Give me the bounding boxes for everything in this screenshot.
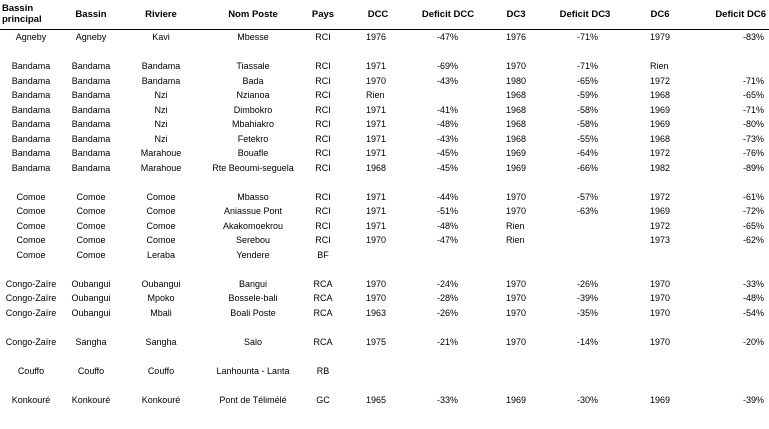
table-cell-pays: RCA bbox=[313, 336, 333, 347]
table-cell-dc3: 1968 bbox=[506, 133, 527, 144]
header-bassin-principal: Bassin principal bbox=[2, 3, 42, 25]
table-cell-dc3: 1969 bbox=[506, 148, 527, 158]
table-cell-bassin: Oubangui bbox=[71, 293, 111, 303]
table-cell-dcc: 1970 bbox=[366, 293, 387, 303]
table-cell-dcc: 1971 bbox=[366, 148, 387, 158]
table-cell-nom-poste: Serebou bbox=[235, 235, 271, 245]
table-cell-dcc: 1970 bbox=[366, 278, 387, 289]
table-cell-dc3: 1968 bbox=[506, 90, 527, 100]
table-cell-pays: RCI bbox=[315, 133, 331, 144]
table-cell-bassin-principal: Congo-Zaïre bbox=[5, 336, 57, 347]
table-cell-deficit-dcc: -45% bbox=[436, 148, 458, 158]
table-cell-dc6: 1969 bbox=[650, 104, 671, 115]
header-nom-poste: Nom Poste bbox=[228, 9, 278, 20]
table-cell-dc6: 1970 bbox=[650, 293, 671, 303]
table-cell-bassin-principal: Congo-Zaïre bbox=[5, 307, 57, 318]
table-cell-dc6: Rien bbox=[650, 61, 669, 71]
table-cell-dcc: 1971 bbox=[366, 133, 387, 144]
table-cell-deficit-dcc: -69% bbox=[436, 61, 458, 71]
table-cell-nom-poste: Nzianoa bbox=[236, 90, 270, 100]
table-cell-nom-poste: Aniassue Pont bbox=[223, 206, 283, 216]
table-cell-riviere: Konkouré bbox=[141, 394, 181, 405]
table-cell-deficit-dcc: -24% bbox=[436, 278, 458, 289]
table-cell-deficit-dc6: -48% bbox=[742, 293, 764, 303]
table-cell-dc3: 1968 bbox=[506, 104, 527, 115]
table-cell-nom-poste: Tiassale bbox=[236, 61, 270, 71]
table-cell-deficit-dc3: -58% bbox=[576, 104, 598, 115]
table-cell-dc3: 1976 bbox=[506, 32, 527, 42]
table-cell-pays: RCA bbox=[313, 307, 333, 318]
table-cell-bassin-principal: Konkouré bbox=[11, 394, 51, 405]
table-cell-deficit-dc3: -26% bbox=[576, 278, 598, 289]
header-deficit-dc3: Deficit DC3 bbox=[559, 9, 611, 20]
header-pays: Pays bbox=[311, 9, 335, 20]
table-cell-deficit-dc3: -35% bbox=[576, 307, 598, 318]
table-cell-deficit-dc3: -66% bbox=[576, 162, 598, 173]
table-cell-dc3: 1970 bbox=[506, 191, 527, 202]
table-cell-dc3: 1980 bbox=[506, 75, 527, 86]
table-cell-deficit-dcc: -43% bbox=[436, 75, 458, 86]
table-cell-pays: RCI bbox=[315, 61, 331, 71]
table-cell-dcc: 1970 bbox=[366, 235, 387, 245]
table-cell-deficit-dc6: -33% bbox=[742, 278, 764, 289]
table-cell-pays: RCI bbox=[315, 206, 331, 216]
table-cell-dcc: 1971 bbox=[366, 220, 387, 231]
table-cell-dc6: 1972 bbox=[650, 220, 671, 231]
table-cell-riviere: Comoe bbox=[146, 191, 176, 202]
table-cell-dc3: 1970 bbox=[506, 278, 527, 289]
table-cell-bassin: Bandama bbox=[71, 75, 111, 86]
table-cell-bassin: Bandama bbox=[71, 148, 111, 158]
table-cell-deficit-dcc: -45% bbox=[436, 162, 458, 173]
table-cell-riviere: Bandama bbox=[141, 61, 181, 71]
table-cell-deficit-dcc: -48% bbox=[436, 220, 458, 231]
table-cell-nom-poste: Yendere bbox=[236, 249, 270, 260]
table-cell-deficit-dc6: -62% bbox=[742, 235, 764, 245]
table-cell-deficit-dcc: -47% bbox=[436, 32, 458, 42]
table-cell-nom-poste: Pont de Télimélé bbox=[219, 394, 287, 405]
table-cell-bassin-principal: Bandama bbox=[11, 104, 51, 115]
table-cell-pays: RCI bbox=[315, 119, 331, 129]
table-cell-bassin: Bandama bbox=[71, 119, 111, 129]
table-cell-bassin-principal: Couffo bbox=[17, 365, 45, 376]
table-cell-bassin: Bandama bbox=[71, 162, 111, 173]
table-cell-bassin: Oubangui bbox=[71, 278, 111, 289]
table-cell-riviere: Comoe bbox=[146, 220, 176, 231]
header-deficit-dcc: Deficit DCC bbox=[421, 9, 475, 20]
table-cell-dc6: 1969 bbox=[650, 206, 671, 216]
table-cell-dc6: 1969 bbox=[650, 394, 671, 405]
table-cell-deficit-dc3: -65% bbox=[576, 75, 598, 86]
table-cell-riviere: Oubangui bbox=[141, 278, 181, 289]
table-cell-deficit-dc3: -30% bbox=[576, 394, 598, 405]
table-cell-riviere: Nzi bbox=[154, 133, 168, 144]
header-bassin: Bassin bbox=[75, 9, 107, 20]
table-cell-pays: RCI bbox=[315, 235, 331, 245]
table-cell-nom-poste: Bossele-bali bbox=[228, 293, 278, 303]
table-cell-deficit-dc6: -54% bbox=[742, 307, 764, 318]
table-cell-dc6: 1972 bbox=[650, 75, 671, 86]
table-cell-deficit-dc6: -89% bbox=[742, 162, 764, 173]
table-cell-deficit-dc3: -71% bbox=[576, 61, 598, 71]
table-cell-bassin-principal: Bandama bbox=[11, 162, 51, 173]
table-cell-nom-poste: Dimbokro bbox=[233, 104, 273, 115]
table-cell-dc6: 1982 bbox=[650, 162, 671, 173]
table-cell-deficit-dc3: -63% bbox=[576, 206, 598, 216]
table-cell-bassin: Comoe bbox=[76, 206, 106, 216]
table-cell-nom-poste: Mbahiakro bbox=[231, 119, 275, 129]
table-cell-deficit-dc6: -80% bbox=[742, 119, 764, 129]
table-cell-dc3: 1970 bbox=[506, 293, 527, 303]
table-cell-deficit-dcc: -21% bbox=[436, 336, 458, 347]
table-cell-riviere: Mbali bbox=[150, 307, 172, 318]
table-cell-bassin: Bandama bbox=[71, 133, 111, 144]
table-cell-dcc: 1971 bbox=[366, 191, 387, 202]
table-cell-dc3: 1970 bbox=[506, 61, 527, 71]
table-cell-pays: GC bbox=[316, 394, 330, 405]
table-cell-pays: RCI bbox=[315, 90, 331, 100]
table-cell-pays: RCI bbox=[315, 32, 331, 42]
table-cell-pays: RCI bbox=[315, 104, 331, 115]
header-dc6: DC6 bbox=[650, 9, 670, 20]
table-cell-nom-poste: Mbesse bbox=[237, 32, 269, 42]
table-cell-deficit-dc6: -71% bbox=[742, 104, 764, 115]
table-cell-dcc: 1965 bbox=[366, 394, 387, 405]
table-cell-deficit-dcc: -51% bbox=[436, 206, 458, 216]
table-cell-nom-poste: Salo bbox=[243, 336, 262, 347]
table-cell-deficit-dc6: -83% bbox=[742, 32, 764, 42]
table-cell-dc6: 1970 bbox=[650, 336, 671, 347]
table-cell-deficit-dc3: -14% bbox=[576, 336, 598, 347]
table-cell-riviere: Sangha bbox=[145, 336, 177, 347]
table-cell-bassin: Bandama bbox=[71, 90, 111, 100]
table-cell-deficit-dcc: -47% bbox=[436, 235, 458, 245]
table-cell-bassin: Bandama bbox=[71, 61, 111, 71]
table-cell-bassin-principal: Comoe bbox=[16, 191, 46, 202]
table-cell-riviere: Comoe bbox=[146, 206, 176, 216]
table-cell-dc3: Rien bbox=[506, 235, 525, 245]
table-cell-deficit-dc3: -64% bbox=[576, 148, 598, 158]
table-cell-deficit-dc6: -39% bbox=[742, 394, 764, 405]
table-cell-nom-poste: Mbasso bbox=[237, 191, 269, 202]
table-cell-bassin-principal: Comoe bbox=[16, 235, 46, 245]
table-cell-dcc: 1971 bbox=[366, 206, 387, 216]
table-cell-bassin: Comoe bbox=[76, 249, 106, 260]
table-cell-bassin-principal: Comoe bbox=[16, 220, 46, 231]
header-dc3: DC3 bbox=[506, 9, 526, 20]
table-cell-deficit-dc6: -76% bbox=[742, 148, 764, 158]
table-cell-bassin: Oubangui bbox=[71, 307, 111, 318]
table-cell-pays: RCA bbox=[313, 278, 333, 289]
table-cell-bassin: Couffo bbox=[77, 365, 105, 376]
table-cell-bassin: Konkouré bbox=[71, 394, 111, 405]
table-cell-nom-poste: Lanhounta - Lanta bbox=[216, 365, 290, 376]
table-cell-deficit-dc6: -73% bbox=[742, 133, 764, 144]
table-cell-bassin: Bandama bbox=[71, 104, 111, 115]
table-cell-pays: RCI bbox=[315, 220, 331, 231]
table-cell-dc6: 1968 bbox=[650, 90, 671, 100]
table-cell-riviere: Nzi bbox=[154, 104, 168, 115]
table-cell-pays: RB bbox=[316, 365, 330, 376]
table-cell-deficit-dcc: -48% bbox=[436, 119, 458, 129]
table-cell-deficit-dcc: -44% bbox=[436, 191, 458, 202]
table-cell-riviere: Leraba bbox=[146, 249, 176, 260]
table-cell-deficit-dcc: -41% bbox=[436, 104, 458, 115]
table-cell-dc3: 1970 bbox=[506, 336, 527, 347]
table-cell-deficit-dc6: -65% bbox=[742, 220, 764, 231]
table-cell-pays: RCI bbox=[315, 191, 331, 202]
table-cell-dc6: 1972 bbox=[650, 191, 671, 202]
table-cell-bassin: Comoe bbox=[76, 191, 106, 202]
table-cell-bassin-principal: Comoe bbox=[16, 249, 46, 260]
table-cell-dc3: 1968 bbox=[506, 119, 527, 129]
table-cell-bassin: Comoe bbox=[76, 235, 106, 245]
table-cell-deficit-dc6: -65% bbox=[742, 90, 764, 100]
header-riviere: Riviere bbox=[145, 9, 177, 20]
table-cell-deficit-dcc: -33% bbox=[436, 394, 458, 405]
table-cell-nom-poste: Fetekro bbox=[237, 133, 269, 144]
table-cell-bassin-principal: Bandama bbox=[11, 75, 51, 86]
table-cell-dcc: 1963 bbox=[366, 307, 387, 318]
table-cell-deficit-dc3: -57% bbox=[576, 191, 598, 202]
table-cell-dc3: 1969 bbox=[506, 394, 527, 405]
table-cell-bassin-principal: Bandama bbox=[11, 119, 51, 129]
table-cell-bassin-principal: Congo-Zaïre bbox=[5, 278, 57, 289]
table-cell-dcc: 1971 bbox=[366, 61, 387, 71]
table-cell-dcc: Rien bbox=[366, 90, 385, 100]
table-cell-pays: BF bbox=[317, 249, 329, 260]
table-cell-deficit-dcc: -28% bbox=[436, 293, 458, 303]
table-cell-dc3: Rien bbox=[506, 220, 525, 231]
table-cell-bassin-principal: Congo-Zaïre bbox=[5, 293, 57, 303]
table-cell-bassin-principal: Bandama bbox=[11, 90, 51, 100]
table-cell-deficit-dc3: -71% bbox=[576, 32, 598, 42]
table-cell-dcc: 1970 bbox=[366, 75, 387, 86]
table-cell-bassin-principal: Bandama bbox=[11, 133, 51, 144]
table-cell-dcc: 1975 bbox=[366, 336, 387, 347]
table-cell-deficit-dc3: -39% bbox=[576, 293, 598, 303]
table-cell-riviere: Kavi bbox=[152, 32, 170, 42]
table-cell-dc3: 1969 bbox=[506, 162, 527, 173]
table-cell-dc6: 1970 bbox=[650, 278, 671, 289]
table-cell-riviere: Comoe bbox=[146, 235, 176, 245]
table-cell-deficit-dc3: -58% bbox=[576, 119, 598, 129]
table-cell-dc6: 1973 bbox=[650, 235, 671, 245]
table-cell-dc3: 1970 bbox=[506, 307, 527, 318]
table-cell-nom-poste: Boali Poste bbox=[230, 307, 276, 318]
table-cell-dc6: 1968 bbox=[650, 133, 671, 144]
table-cell-bassin-principal: Comoe bbox=[16, 206, 46, 216]
table-cell-dcc: 1976 bbox=[366, 32, 387, 42]
table-cell-deficit-dc6: -72% bbox=[742, 206, 764, 216]
table-cell-riviere: Nzi bbox=[154, 90, 168, 100]
table-cell-riviere: Marahoue bbox=[140, 162, 182, 173]
table-cell-riviere: Bandama bbox=[141, 75, 181, 86]
table-cell-dcc: 1971 bbox=[366, 104, 387, 115]
table-cell-deficit-dc6: -71% bbox=[742, 75, 764, 86]
table-cell-deficit-dc3: -55% bbox=[576, 133, 598, 144]
table-cell-deficit-dc6: -61% bbox=[742, 191, 764, 202]
table-cell-deficit-dc6: -20% bbox=[742, 336, 764, 347]
table-cell-dc6: 1972 bbox=[650, 148, 671, 158]
header-deficit-dc6: Deficit DC6 bbox=[715, 9, 766, 20]
table-cell-bassin-principal: Bandama bbox=[11, 61, 51, 71]
table-cell-riviere: Couffo bbox=[147, 365, 175, 376]
table-cell-dc3: 1970 bbox=[506, 206, 527, 216]
table-cell-nom-poste: Rte Beoumi-seguela bbox=[212, 162, 294, 173]
table-cell-deficit-dcc: -43% bbox=[436, 133, 458, 144]
table-cell-dc6: 1969 bbox=[650, 119, 671, 129]
table-cell-riviere: Mpoko bbox=[147, 293, 175, 303]
table-cell-deficit-dc3: -59% bbox=[576, 90, 598, 100]
table-cell-pays: RCI bbox=[315, 75, 331, 86]
table-cell-pays: RCI bbox=[315, 148, 331, 158]
table-cell-nom-poste: Bouafle bbox=[237, 148, 269, 158]
table-cell-dc6: 1970 bbox=[650, 307, 671, 318]
table-cell-bassin-principal: Agneby bbox=[15, 32, 47, 42]
table-cell-nom-poste: Akakomoekrou bbox=[222, 220, 284, 231]
header-rule bbox=[0, 29, 769, 30]
table-cell-dcc: 1971 bbox=[366, 119, 387, 129]
table-cell-nom-poste: Bangui bbox=[238, 278, 268, 289]
table-cell-bassin-principal: Bandama bbox=[11, 148, 51, 158]
table-cell-bassin: Comoe bbox=[76, 220, 106, 231]
table-cell-pays: RCA bbox=[313, 293, 333, 303]
header-dcc: DCC bbox=[367, 9, 389, 20]
table-cell-pays: RCI bbox=[315, 162, 331, 173]
table-cell-deficit-dcc: -26% bbox=[436, 307, 458, 318]
table-cell-dcc: 1968 bbox=[366, 162, 387, 173]
table-cell-bassin: Agneby bbox=[75, 32, 107, 42]
table-cell-nom-poste: Bada bbox=[242, 75, 264, 86]
table-cell-dc6: 1979 bbox=[650, 32, 671, 42]
table-cell-riviere: Nzi bbox=[154, 119, 168, 129]
table-cell-bassin: Sangha bbox=[75, 336, 107, 347]
table-cell-riviere: Marahoue bbox=[140, 148, 182, 158]
